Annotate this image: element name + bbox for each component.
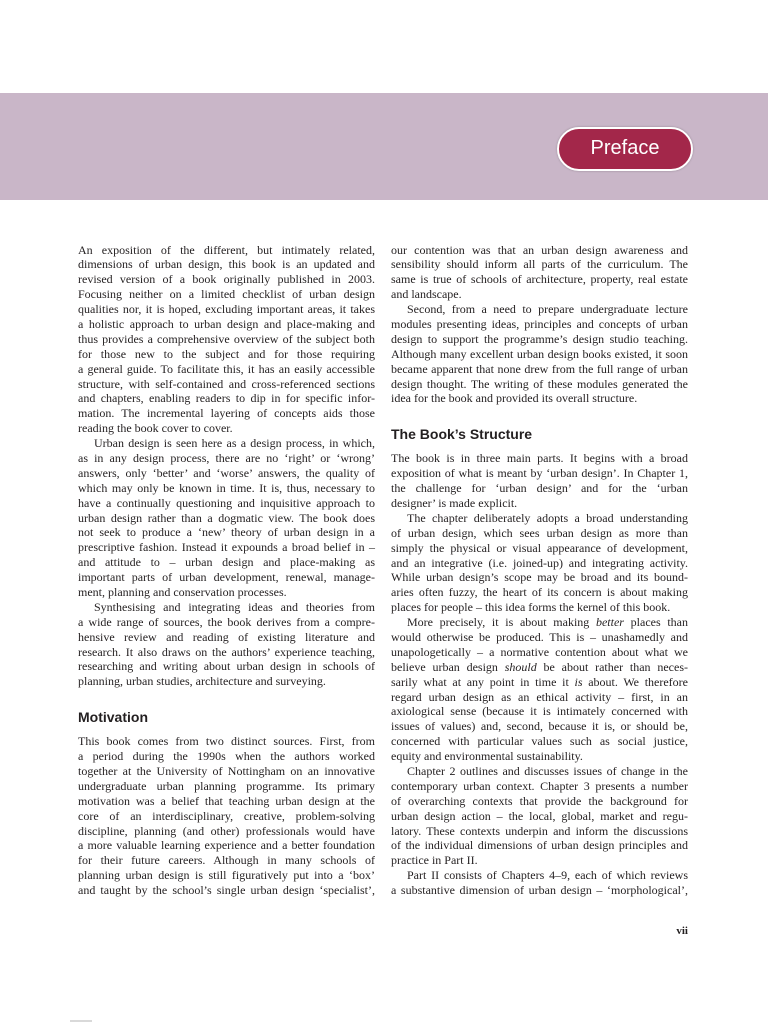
text-line: places for people – this idea forms the kernel of this book. — [391, 600, 671, 615]
text-line: Chapter 2 outlines and discusses issues of change in the — [407, 764, 688, 778]
italic-emphasis: is — [574, 674, 583, 689]
text-line: design thought. The writing of these modules generated the — [391, 376, 688, 391]
text-line: The book is in three main parts. It begins with a broad — [391, 451, 688, 466]
text-line: of overarching contexts that provide the background for — [391, 793, 688, 808]
text-run: More precisely, it is about making — [407, 615, 596, 630]
text-line: became apparent that none drew from the full range of urban — [391, 361, 688, 376]
text-line: would otherwise be produced. This is – unashamedly and — [391, 629, 688, 644]
paragraph — [78, 734, 375, 898]
text-line: axiological sense (because it is intimately concerned with — [391, 704, 688, 719]
text-line: reading the book cover to cover. — [78, 421, 233, 436]
paragraph — [391, 302, 688, 406]
text-line: issues of values) and, second, because it is, or should be, — [391, 719, 688, 734]
text-line: the challenge for ‘urban design’ and for the ‘urban — [391, 481, 688, 496]
text-line: modules presenting ideas, principles and concepts of urban — [391, 316, 688, 331]
text-run: sarily what at any point in time it — [391, 674, 575, 689]
paragraph — [391, 868, 688, 898]
text-line: Focusing neither on a limited checklist of urban design — [78, 287, 375, 302]
paragraph — [391, 764, 688, 868]
text-line: have a continually questioning and inquisitive approach to — [78, 495, 375, 510]
text-line — [391, 660, 688, 675]
text-line: unapologetically – a normative contention about what we — [391, 644, 688, 659]
text-line: a wide range of sources, the book derives from a compre- — [78, 614, 375, 629]
text-line: answers, only ‘better’ and ‘worse’ answers, the quality of — [78, 465, 375, 480]
text-line: and landscape. — [391, 287, 462, 302]
paragraph — [78, 600, 375, 689]
text-run: places than — [623, 615, 688, 630]
text-column-right — [391, 243, 688, 899]
text-line: of the individual dimensions of urban design principles and — [391, 838, 688, 853]
text-line: Part II consists of Chapters 4–9, each of which reviews — [407, 868, 688, 883]
paragraph — [391, 451, 688, 511]
paragraph — [391, 511, 688, 615]
text-run: believe urban design — [391, 659, 505, 674]
text-run: about. We therefore — [582, 674, 688, 689]
text-line: same is true of schools of architecture, property, real estate — [391, 272, 688, 287]
text-line: qualities nor, it is hoped, excluding important areas, it takes — [78, 302, 375, 317]
text-line: Synthesising and integrating ideas and theories from — [94, 599, 375, 614]
text-line: Urban design is seen here as a design process, in which, — [94, 436, 375, 451]
page-number: vii — [676, 925, 688, 937]
text-line: idea for the book and provided its overall structure. — [391, 391, 638, 406]
text-line: practice in Part II. — [391, 853, 478, 868]
text-line — [391, 615, 688, 630]
text-line: a more valuable learning experience and a better foundation — [78, 838, 375, 853]
text-line: not seek to produce a ‘new’ theory of urban design in a — [78, 525, 375, 540]
text-line: regard urban design as an ethical activity – first, in an — [391, 689, 688, 704]
text-line: mation. The incremental layering of concepts aids those — [78, 406, 375, 421]
text-line: and attitude to – urban design and place-making as — [78, 555, 375, 570]
text-line: for those new to the subject and for those requiring — [78, 346, 375, 361]
paragraph — [391, 615, 688, 764]
text-line: simply the physical or visual appearance of development, — [391, 540, 688, 555]
text-line: planning urban design is still figuratively put into a ‘box’ — [78, 868, 375, 883]
text-line: ment, planning and conservation processes. — [78, 584, 287, 599]
text-line: Second, from a need to prepare undergraduate lecture — [407, 302, 688, 317]
text-line: and taught by the school’s single urban design ‘specialist’, — [78, 883, 375, 898]
text-line: discipline, planning (and other) professionals would have — [78, 823, 375, 838]
text-line: An exposition of the different, but intimately related, — [78, 242, 375, 257]
text-line: a period during the 1990s when the authors worked — [78, 749, 375, 764]
text-line: latory. These contexts underpin and inform the discussions — [391, 823, 688, 838]
section-title-badge: Preface — [557, 127, 693, 171]
text-line: urban design rather than a dogmatic view. The book does — [78, 510, 375, 525]
text-line: contemporary urban context. Chapter 3 presents a number — [391, 778, 688, 793]
text-line: Although many excellent urban design books existed, it soon — [391, 346, 688, 361]
text-line: planning, urban studies, architecture and surveying. — [78, 674, 326, 689]
text-line: exposition of what is meant by ‘urban design’. In Chapter 1, — [391, 466, 688, 481]
text-line: researching and writing about urban design in schools of — [78, 659, 375, 674]
text-line: dimensions of urban design, this book is an updated and — [78, 257, 375, 272]
scan-edge-mark — [70, 1020, 92, 1022]
text-line: equity and environmental sustainability. — [391, 749, 583, 764]
text-line: motivation was a belief that teaching urban design at the — [78, 793, 375, 808]
text-line: for their future careers. Although in many schools of — [78, 853, 375, 868]
text-line — [391, 675, 688, 690]
text-line: a general guide. To facilitate this, it has an easily accessible — [78, 361, 375, 376]
text-line: and an integrative (i.e. joined-up) and integrating activity. — [391, 555, 688, 570]
text-line: revised version of a book originally published in 2003. — [78, 272, 375, 287]
text-line: aries often fuzzy, the heart of its concern is about making — [391, 585, 688, 600]
text-line: While urban design’s scope may be broad and its bound- — [391, 570, 688, 585]
text-line: core of an interdisciplinary, creative, problem-solving — [78, 808, 375, 823]
text-line: urban design action – the local, global, market and regu- — [391, 808, 688, 823]
text-line: structure, with self-contained and cross-referenced sections — [78, 376, 375, 391]
italic-emphasis: better — [595, 615, 624, 630]
text-line: of urban design, which sees urban design as more than — [391, 525, 688, 540]
section-heading: Motivation — [78, 709, 148, 726]
text-line: a substantive dimension of urban design – ‘morphological’, — [391, 883, 688, 898]
text-run: be about rather than neces- — [536, 659, 688, 674]
text-line: hensive review and reading of existing literature and — [78, 629, 375, 644]
text-line: and chapters, enabling readers to dip in for specific infor- — [78, 391, 375, 406]
text-line: our contention was that an urban design awareness and — [391, 242, 688, 257]
text-line: undergraduate urban planning programme. Its primary — [78, 778, 375, 793]
italic-emphasis: should — [504, 659, 537, 674]
text-column-left — [78, 243, 375, 899]
paragraph — [391, 243, 688, 303]
text-line: concerned with particular values such as social justice, — [391, 734, 688, 749]
text-line: design to support the programme’s design studio teaching. — [391, 331, 688, 346]
paragraph — [78, 243, 375, 437]
text-line: The chapter deliberately adopts a broad understanding — [407, 510, 688, 525]
text-line: designer’ is made explicit. — [391, 495, 518, 510]
text-line: which may only be known in time. It is, thus, necessary to — [78, 480, 375, 495]
text-line: a holistic approach to urban design and place-making and — [78, 316, 375, 331]
text-line: together at the University of Nottingham on an innovative — [78, 764, 375, 778]
text-line: important parts of urban development, renewal, manage- — [78, 570, 375, 585]
text-line: as in any design process, there are no ‘right’ or ‘wrong’ — [78, 450, 375, 465]
section-heading: The Book’s Structure — [391, 426, 533, 443]
text-line: research. It also draws on the authors’ experience teaching, — [78, 644, 375, 659]
text-line: sensibility should inform all parts of the curriculum. The — [391, 257, 688, 272]
text-line: prescriptive fashion. Instead it expounds a broad belief in – — [78, 540, 375, 555]
paragraph — [78, 436, 375, 600]
text-line: thus provides a comprehensive overview of the subject both — [78, 331, 375, 346]
text-line: This book comes from two distinct sources. First, from — [78, 734, 375, 749]
